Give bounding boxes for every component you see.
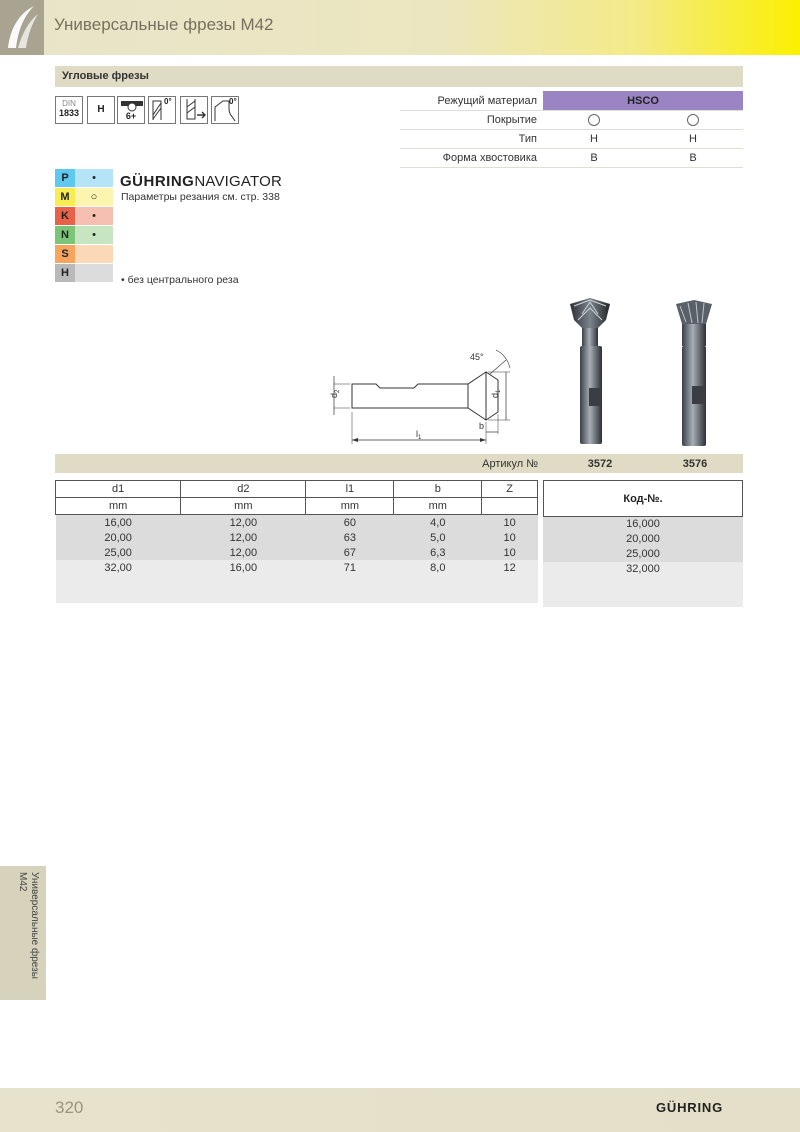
rake-angle-icon xyxy=(211,96,239,124)
type-value: H xyxy=(590,133,598,145)
material-mark-s xyxy=(75,245,113,263)
l1-subscript: 1 xyxy=(418,435,422,441)
unit-cell: mm xyxy=(56,498,181,515)
material-letter-h: H xyxy=(55,264,75,282)
table-cell: 16,00 xyxy=(56,515,181,531)
table-cell: 32,00 xyxy=(56,560,181,575)
d2-subscript: 2 xyxy=(335,389,341,393)
code-value: 32,000 xyxy=(626,563,660,575)
din-number: 1833 xyxy=(58,108,80,118)
code-header: Код-№. xyxy=(543,480,743,517)
page-title: Универсальные фрезы M42 xyxy=(54,15,274,34)
table-units-row xyxy=(56,498,538,515)
table-row xyxy=(56,560,538,575)
table-filler-row xyxy=(56,575,538,603)
technical-drawing xyxy=(320,340,520,450)
material-mark-n: • xyxy=(75,226,113,244)
rotation-direction-icon xyxy=(180,96,208,124)
section-bar xyxy=(55,66,743,87)
b-label: b xyxy=(479,421,485,431)
col-header: d2 xyxy=(181,481,306,498)
code-value: 20,000 xyxy=(626,533,660,545)
material-mark-k: • xyxy=(75,207,113,225)
d1-subscript: 1 xyxy=(496,389,502,393)
cutting-material-label: Режущий материал xyxy=(437,95,537,107)
navigator-brand: GÜHRING xyxy=(120,173,195,190)
dimensions-table xyxy=(55,480,538,603)
shank-value: B xyxy=(590,152,598,164)
material-mark-p: • xyxy=(75,169,113,187)
table-cell: 60 xyxy=(306,515,394,531)
tool-type-letter: H xyxy=(97,104,105,115)
cutting-material-value: HSCO xyxy=(627,95,659,107)
type-label: Тип xyxy=(518,133,537,145)
flute-count-icon xyxy=(117,96,145,124)
table-cell: 67 xyxy=(306,545,394,560)
divider xyxy=(400,167,743,168)
material-letter-m: M xyxy=(55,188,75,206)
col-header: b xyxy=(394,481,482,498)
divider xyxy=(400,129,743,130)
material-letter-p: P xyxy=(55,169,75,187)
cutting-params-reference: Параметры резания см. стр. 338 xyxy=(121,191,280,203)
table-row xyxy=(56,545,538,560)
table-cell: 10 xyxy=(482,515,538,531)
helix-angle: 0° xyxy=(164,97,172,106)
table-cell: 71 xyxy=(306,560,394,575)
tool-image-3572 xyxy=(560,296,620,446)
unit-cell: mm xyxy=(306,498,394,515)
angle-label: 45° xyxy=(470,352,484,362)
din-label: DIN xyxy=(62,99,76,108)
navigator-product: NAVIGATOR xyxy=(194,173,282,190)
article-number: 3576 xyxy=(682,458,708,470)
divider xyxy=(400,110,743,111)
material-mark-m: ○ xyxy=(75,188,113,206)
table-cell: 12 xyxy=(482,560,538,575)
unit-cell xyxy=(482,498,538,515)
page-number: 320 xyxy=(55,1098,84,1117)
col-header: Z xyxy=(482,481,538,498)
unit-cell: mm xyxy=(394,498,482,515)
table-row xyxy=(56,515,538,531)
col-header: d1 xyxy=(56,481,181,498)
feature-note: • без центрального реза xyxy=(121,274,239,286)
table-cell: 12,00 xyxy=(181,545,306,560)
chapter-side-tab-label: Универсальные фрезы M42 xyxy=(17,872,40,979)
guehring-navigator-logo xyxy=(120,173,282,190)
unit-cell: mm xyxy=(181,498,306,515)
table-row xyxy=(56,530,538,545)
material-letter-s: S xyxy=(55,245,75,263)
d2-label xyxy=(329,389,341,398)
material-letter-k: K xyxy=(55,207,75,225)
table-cell: 25,00 xyxy=(56,545,181,560)
d1-letter: d xyxy=(490,392,500,398)
din-standard-icon xyxy=(55,96,83,124)
type-value: H xyxy=(689,133,697,145)
right-cut-icon xyxy=(181,97,207,123)
footer-brand-logo: GÜHRING xyxy=(656,1100,723,1115)
cutter-top-icon xyxy=(120,98,144,112)
code-value: 25,000 xyxy=(626,548,660,560)
table-cell: 4,0 xyxy=(394,515,482,531)
helix-icon xyxy=(151,99,165,122)
coating-label: Покрытие xyxy=(486,114,537,126)
col-header: l1 xyxy=(306,481,394,498)
material-mark-h xyxy=(75,264,113,282)
coating-uncoated-icon xyxy=(687,114,699,126)
d1-label xyxy=(490,389,502,398)
shank-value: B xyxy=(689,152,697,164)
guehring-logo-mark-icon xyxy=(0,0,44,55)
helix-angle-icon xyxy=(148,96,176,124)
table-cell: 10 xyxy=(482,530,538,545)
code-value: 16,000 xyxy=(626,518,660,530)
table-header-row xyxy=(56,481,538,498)
coating-uncoated-icon xyxy=(588,114,600,126)
table-cell: 63 xyxy=(306,530,394,545)
article-label: Артикул № xyxy=(482,458,538,470)
l1-letter: l xyxy=(416,429,418,439)
d2-letter: d xyxy=(329,392,339,398)
material-letter-n: N xyxy=(55,226,75,244)
table-cell: 6,3 xyxy=(394,545,482,560)
table-cell: 12,00 xyxy=(181,530,306,545)
table-cell: 8,0 xyxy=(394,560,482,575)
tool-type-icon xyxy=(87,96,115,124)
divider xyxy=(400,148,743,149)
flute-count: 6+ xyxy=(125,111,137,121)
section-title: Угловые фрезы xyxy=(62,70,149,82)
shank-label: Форма хвостовика xyxy=(442,152,537,164)
table-cell: 20,00 xyxy=(56,530,181,545)
table-cell: 16,00 xyxy=(181,560,306,575)
l1-label xyxy=(416,429,422,441)
rake-angle: 0° xyxy=(229,97,237,106)
article-number: 3572 xyxy=(587,458,613,470)
table-cell: 5,0 xyxy=(394,530,482,545)
table-cell: 12,00 xyxy=(181,515,306,531)
table-cell: 10 xyxy=(482,545,538,560)
tool-image-3576 xyxy=(664,298,724,448)
